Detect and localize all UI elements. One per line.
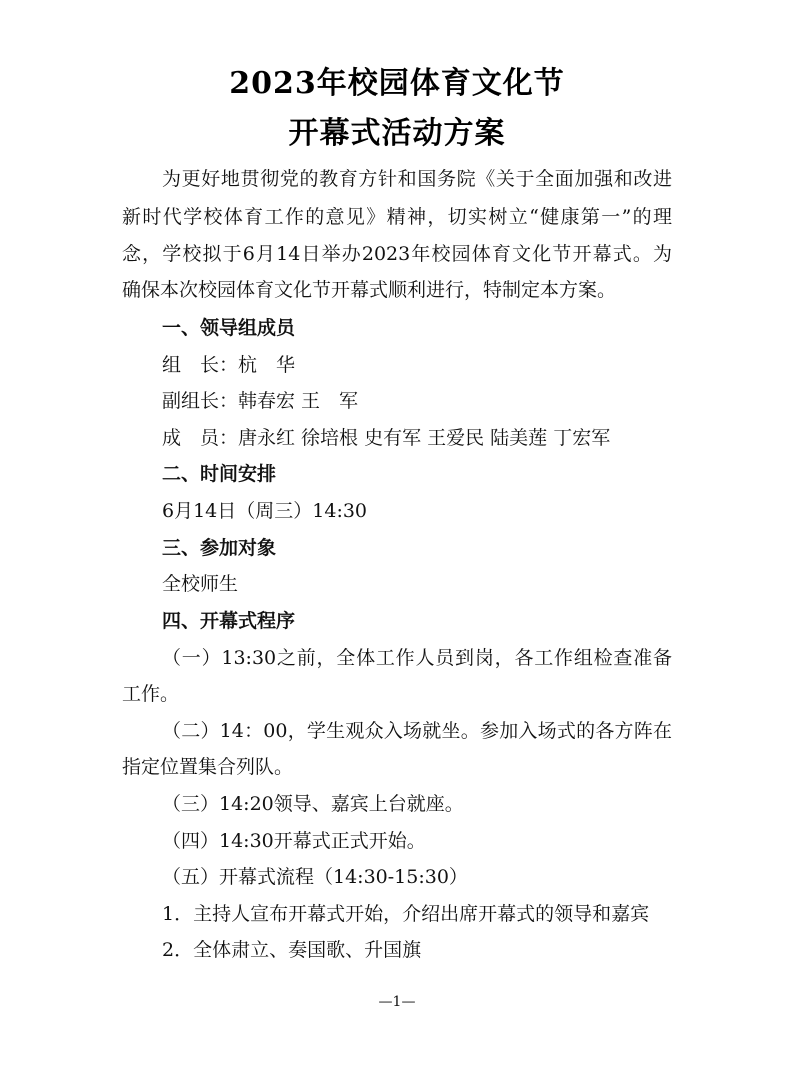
vice-leader-line: 副组长：韩春宏 王 军: [162, 390, 359, 412]
procedure-step-2: 2．全体肃立、奏国歌、升国旗: [162, 939, 422, 961]
section-heading-procedure: 四、开幕式程序: [162, 610, 296, 632]
members-line: 成 员：唐永红 徐培根 史有军 王爱民 陆美莲 丁宏军: [162, 427, 611, 449]
intro-line-3: 念，学校拟于6月14日举办2023年校园体育文化节开幕式。为: [122, 243, 672, 265]
section-heading-participants: 三、参加对象: [162, 537, 277, 559]
intro-line-4: 确保本次校园体育文化节开幕式顺利进行，特制定本方案。: [122, 279, 617, 301]
procedure-item-2-line-1: （二）14：00，学生观众入场就坐。参加入场式的各方阵在: [162, 720, 672, 742]
procedure-item-3: （三）14:20领导、嘉宾上台就座。: [162, 793, 464, 815]
participants-text: 全校师生: [162, 573, 239, 595]
procedure-item-5: （五）开幕式流程（14:30-15:30）: [162, 866, 468, 888]
intro-line-1: 为更好地贯彻党的教育方针和国务院《关于全面加强和改进: [162, 168, 672, 190]
section-heading-schedule: 二、时间安排: [162, 463, 277, 485]
procedure-item-4: （四）14:30开幕式正式开始。: [162, 830, 426, 852]
schedule-time: 6月14日（周三）14:30: [162, 500, 368, 522]
section-heading-leadership: 一、领导组成员: [162, 317, 296, 339]
leader-line: 组 长：杭 华: [162, 354, 296, 376]
page-number: —1—: [378, 994, 416, 1010]
procedure-item-1-line-2: 工作。: [122, 683, 180, 705]
document-title-line-2: 开幕式活动方案: [288, 116, 506, 151]
intro-line-2: 新时代学校体育工作的意见》精神，切实树立“健康第一”的理: [122, 206, 672, 228]
document-title-line-1: 2023年校园体育文化节: [229, 66, 565, 101]
procedure-item-2-line-2: 指定位置集合列队。: [122, 756, 294, 778]
procedure-item-1-line-1: （一）13:30之前，全体工作人员到岗，各工作组检查准备: [162, 647, 672, 669]
procedure-step-1: 1．主持人宣布开幕式开始，介绍出席开幕式的领导和嘉宾: [162, 903, 650, 925]
